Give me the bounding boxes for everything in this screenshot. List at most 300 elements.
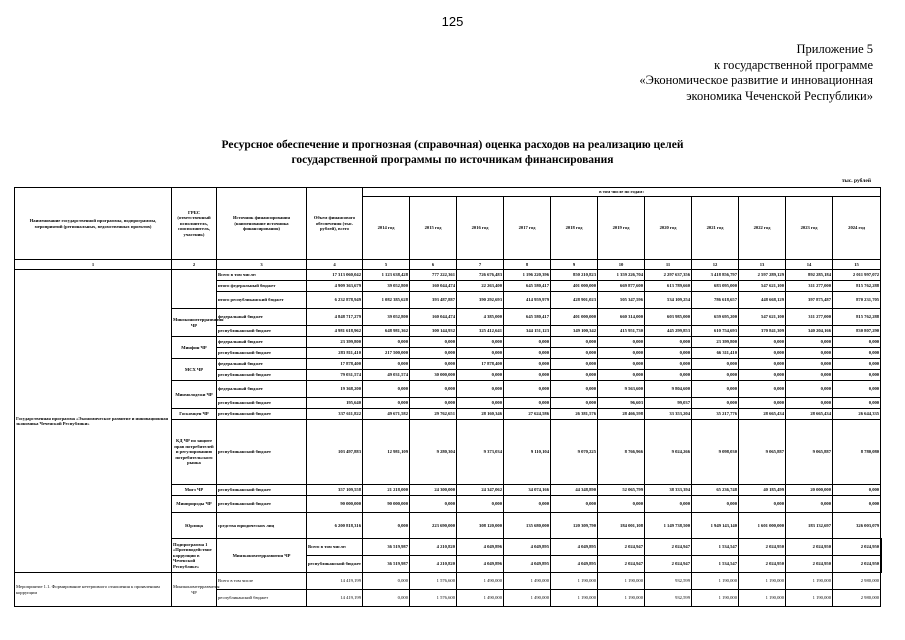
year-amount-cell: 1 190,000 bbox=[692, 573, 739, 590]
year-amount-cell: 22 263,400 bbox=[457, 281, 504, 292]
year-amount-cell: 1 190,000 bbox=[598, 590, 645, 607]
year-amount-cell: 0,000 bbox=[363, 337, 410, 348]
year-amount-cell: 2 024,947 bbox=[645, 539, 692, 556]
year-amount-cell: 1 601 000,000 bbox=[739, 513, 786, 539]
year-amount-cell: 30 000,000 bbox=[410, 370, 457, 381]
year-amount-cell: 39 052,800 bbox=[363, 281, 410, 292]
year-amount-cell: 4 049,895 bbox=[504, 556, 551, 573]
year-amount-cell: 9 804,600 bbox=[645, 381, 692, 398]
year-amount-cell: 390 292,693 bbox=[457, 292, 504, 309]
year-amount-cell: 325 412,641 bbox=[457, 326, 504, 337]
year-amount-cell: 21 218,000 bbox=[363, 485, 410, 496]
total-amount-cell: 14 419,199 bbox=[307, 573, 363, 590]
column-number: 8 bbox=[504, 260, 551, 270]
subprogram-name-cell: Подпрограмма 1 «Противодействие коррупции в Чеченской Республике» bbox=[172, 539, 217, 573]
column-number: 6 bbox=[410, 260, 457, 270]
funding-source-cell: федеральный бюджет bbox=[217, 337, 307, 348]
year-amount-cell: 26 381,576 bbox=[551, 409, 598, 420]
funding-source-cell: республиканский бюджет bbox=[217, 326, 307, 337]
year-amount-cell bbox=[881, 556, 882, 573]
year-amount-cell: 4 049,895 bbox=[551, 556, 598, 573]
year-amount-cell: 1 490,000 bbox=[457, 573, 504, 590]
year-amount-cell: 4 210,820 bbox=[410, 556, 457, 573]
year-amount-cell: 2 024,950 bbox=[739, 539, 786, 556]
year-amount-cell: 12 981,109 bbox=[363, 420, 410, 485]
total-amount-cell: 19 368,200 bbox=[307, 381, 363, 398]
total-amount-cell: 337 611,822 bbox=[307, 409, 363, 420]
year-amount-cell: 4 049,896 bbox=[457, 539, 504, 556]
year-amount-cell: 0,000 bbox=[833, 485, 881, 496]
year-amount-cell: 0,000 bbox=[410, 359, 457, 370]
resource-table bbox=[14, 187, 882, 607]
year-amount-cell: 0,000 bbox=[504, 370, 551, 381]
year-amount-cell: 786 618,657 bbox=[692, 292, 739, 309]
year-amount-cell: 0,000 bbox=[363, 398, 410, 409]
year-amount-cell: 1 576,600 bbox=[410, 590, 457, 607]
responsible-empty-cell bbox=[172, 270, 217, 309]
year-amount-cell: 135 680,000 bbox=[504, 513, 551, 539]
year-amount-cell: 0,000 bbox=[645, 348, 692, 359]
year-amount-cell: 0,000 bbox=[739, 496, 786, 513]
year-amount-cell: 4 049,895 bbox=[504, 539, 551, 556]
year-amount-cell: 815 762,288 bbox=[833, 281, 881, 292]
year-amount-cell: 344 151,123 bbox=[504, 326, 551, 337]
year-amount-cell: 9 373,034 bbox=[457, 420, 504, 485]
year-amount-cell: 0,000 bbox=[692, 496, 739, 513]
year-amount-cell: 1 576,600 bbox=[410, 573, 457, 590]
year-amount-cell: 0,000 bbox=[786, 398, 833, 409]
year-amount-cell: 2 024,950 bbox=[833, 539, 881, 556]
year-amount-cell: 160 044,474 bbox=[410, 281, 457, 292]
column-number: 5 bbox=[363, 260, 410, 270]
year-amount-cell: 184 001,108 bbox=[598, 513, 645, 539]
year-amount-cell: 669 877,600 bbox=[598, 281, 645, 292]
year-amount-cell: 2 024,947 bbox=[598, 539, 645, 556]
year-amount-cell: 0,000 bbox=[457, 381, 504, 398]
funding-source-cell: республиканский бюджет bbox=[217, 348, 307, 359]
year-amount-cell: 90 000,000 bbox=[363, 496, 410, 513]
responsible-minecon-sub: Минэкономтерразвития ЧР bbox=[217, 539, 307, 573]
header-year: 2014 год bbox=[363, 197, 410, 260]
year-amount-cell: 830 807,290 bbox=[833, 326, 881, 337]
year-amount-cell: 66 311,410 bbox=[692, 348, 739, 359]
year-amount-cell: 0,000 bbox=[410, 381, 457, 398]
year-amount-cell: 0,000 bbox=[457, 370, 504, 381]
year-amount-cell: 4 049,895 bbox=[551, 539, 598, 556]
year-amount-cell: 8 766,966 bbox=[598, 420, 645, 485]
year-amount-cell: 120 309,790 bbox=[551, 513, 598, 539]
year-amount-cell: 0,000 bbox=[786, 348, 833, 359]
year-amount-cell: 0,000 bbox=[457, 496, 504, 513]
year-amount-cell: 1 123 638,428 bbox=[363, 270, 410, 281]
year-amount-cell: 1 190,000 bbox=[551, 573, 598, 590]
year-amount-cell: 613 789,660 bbox=[645, 281, 692, 292]
header-year: 2022 год bbox=[739, 197, 786, 260]
year-amount-cell: 0,000 bbox=[692, 359, 739, 370]
header-grbs: ГРБС (ответственный исполнитель, соисполнитель, участник) bbox=[172, 188, 217, 260]
total-amount-cell: 4 981 618,962 bbox=[307, 326, 363, 337]
year-amount-cell: 0,000 bbox=[739, 370, 786, 381]
total-amount-cell: 6 232 878,949 bbox=[307, 292, 363, 309]
funding-source-cell: республиканский бюджет bbox=[217, 590, 307, 607]
document-title bbox=[0, 138, 905, 168]
total-amount-cell: 103 497,883 bbox=[307, 420, 363, 485]
year-amount-cell: 0,000 bbox=[598, 370, 645, 381]
year-amount-cell: 0,000 bbox=[598, 359, 645, 370]
year-amount-cell: 0,000 bbox=[410, 496, 457, 513]
funding-source-cell: федеральный бюджет bbox=[217, 359, 307, 370]
program-name-cell: Государственная программа «Экономическое развитие и инновационная экономика Чеченской Республики» bbox=[15, 270, 172, 573]
total-amount-cell: 36 519,987 bbox=[363, 556, 410, 573]
appendix-note bbox=[639, 42, 873, 104]
year-amount-cell: 2 024,950 bbox=[786, 539, 833, 556]
year-amount-cell: 610 754,693 bbox=[692, 326, 739, 337]
year-amount-cell: 0,000 bbox=[833, 381, 881, 398]
year-amount-cell: 308 120,000 bbox=[457, 513, 504, 539]
header-total: Объем финансового обеспечения (тыс. рублей), всего bbox=[307, 188, 363, 260]
header-year: 2023 год bbox=[786, 197, 833, 260]
year-amount-cell: 0,000 bbox=[504, 398, 551, 409]
year-amount-cell: 0,000 bbox=[833, 359, 881, 370]
header-year: 2016 год bbox=[457, 197, 504, 260]
total-amount-cell: 4 909 363,679 bbox=[307, 281, 363, 292]
year-amount-cell: 9 065,887 bbox=[739, 420, 786, 485]
year-amount-cell: 932,599 bbox=[645, 573, 692, 590]
year-amount-cell: 20 000,000 bbox=[786, 485, 833, 496]
year-amount-cell: 2 024,950 bbox=[786, 556, 833, 573]
responsible-kd: КД ЧР по защите прав потребителей и регулированию потребительского рынка bbox=[172, 420, 217, 485]
year-amount-cell: 0,000 bbox=[786, 359, 833, 370]
year-amount-cell: 0,000 bbox=[598, 348, 645, 359]
year-amount-cell: 683 095,000 bbox=[692, 281, 739, 292]
column-number: 12 bbox=[692, 260, 739, 270]
year-amount-cell: 0,000 bbox=[551, 381, 598, 398]
year-amount-cell: 0,000 bbox=[457, 348, 504, 359]
year-amount-cell: 0,000 bbox=[551, 398, 598, 409]
year-amount-cell: 0,000 bbox=[786, 496, 833, 513]
column-number: 2 bbox=[172, 260, 217, 270]
column-number: 11 bbox=[645, 260, 692, 270]
year-amount-cell: 0,000 bbox=[410, 348, 457, 359]
responsible-msh: МСХ ЧР bbox=[172, 359, 217, 381]
year-amount-cell: 777 222,361 bbox=[410, 270, 457, 281]
year-amount-cell: 0,000 bbox=[739, 337, 786, 348]
total-amount-cell: 36 519,987 bbox=[363, 539, 410, 556]
year-amount-cell: 850 210,823 bbox=[551, 270, 598, 281]
year-amount-cell: 534 109,254 bbox=[645, 292, 692, 309]
year-amount-cell: 1 490,000 bbox=[457, 590, 504, 607]
header-year: 2020 год bbox=[645, 197, 692, 260]
year-amount-cell: 1 190,000 bbox=[739, 590, 786, 607]
year-amount-cell: 0,000 bbox=[504, 359, 551, 370]
year-amount-cell: 0,000 bbox=[504, 496, 551, 513]
year-amount-cell: 183 132,697 bbox=[786, 513, 833, 539]
funding-source-cell: Всего в том числе: bbox=[217, 270, 307, 281]
year-amount-cell: 401 000,000 bbox=[551, 309, 598, 326]
total-amount-cell: 357 109,558 bbox=[307, 485, 363, 496]
header-name: Наименование государственной программы, подпрограммы, мероприятий (региональных, ведомственных проектов) bbox=[15, 188, 172, 260]
year-amount-cell: 35 217,776 bbox=[692, 409, 739, 420]
year-amount-cell: 2 024,947 bbox=[645, 556, 692, 573]
year-amount-cell: 1 359 226,704 bbox=[598, 270, 645, 281]
year-amount-cell: 0,000 bbox=[504, 348, 551, 359]
year-amount-cell: 38 333,394 bbox=[645, 485, 692, 496]
year-amount-cell: 726 676,483 bbox=[457, 270, 504, 281]
year-amount-cell: 40 185,499 bbox=[739, 485, 786, 496]
year-amount-cell: 0,000 bbox=[551, 359, 598, 370]
year-amount-cell: 24 347,062 bbox=[457, 485, 504, 496]
year-amount-cell: 815 762,288 bbox=[833, 309, 881, 326]
year-amount-cell: 870 231,705 bbox=[833, 292, 881, 309]
year-amount-cell: 160 044,474 bbox=[410, 309, 457, 326]
total-amount-cell: 90 000,000 bbox=[307, 496, 363, 513]
total-amount-cell: 195,640 bbox=[307, 398, 363, 409]
year-amount-cell: 217 500,000 bbox=[363, 348, 410, 359]
year-amount-cell: 0,000 bbox=[786, 337, 833, 348]
year-amount-cell: 0,000 bbox=[598, 337, 645, 348]
year-amount-cell: 24 300,000 bbox=[410, 485, 457, 496]
year-amount-cell: 28 665,434 bbox=[739, 409, 786, 420]
header-source: Источник финансирования (наименование источника финансирования) bbox=[217, 188, 307, 260]
funding-source-cell: федеральный бюджет bbox=[217, 381, 307, 398]
funding-source-cell: республиканский бюджет bbox=[217, 409, 307, 420]
year-amount-cell: 0,000 bbox=[645, 370, 692, 381]
year-amount-cell: 0,000 bbox=[833, 496, 881, 513]
funding-source-cell: республиканский бюджет bbox=[217, 496, 307, 513]
year-amount-cell: 340 204,166 bbox=[786, 326, 833, 337]
year-amount-cell: 0,000 bbox=[410, 337, 457, 348]
appendix-line-3: «Экономическое развитие и инновационная bbox=[639, 73, 873, 87]
measure-name-cell: Мероприятие 1.1. Формирование нетерпимого отношения к проявлениям коррупции bbox=[15, 573, 172, 607]
year-amount-cell: 17 878,400 bbox=[457, 359, 504, 370]
year-amount-cell: 2 980,000 bbox=[833, 573, 881, 590]
units-label: тыс. рублей bbox=[841, 178, 871, 184]
year-amount-cell: 2 024,947 bbox=[598, 556, 645, 573]
year-amount-cell: 223 690,000 bbox=[410, 513, 457, 539]
year-amount-cell: 0,000 bbox=[457, 337, 504, 348]
appendix-line-2: к государственной программе bbox=[714, 57, 873, 72]
year-amount-cell: 28 665,434 bbox=[786, 409, 833, 420]
year-amount-cell: 300 144,932 bbox=[410, 326, 457, 337]
year-amount-cell: 415 951,730 bbox=[598, 326, 645, 337]
column-number: 9 bbox=[551, 260, 598, 270]
year-amount-cell: 397 875,487 bbox=[786, 292, 833, 309]
year-amount-cell: 393 487,887 bbox=[410, 292, 457, 309]
year-amount-cell: 0,000 bbox=[363, 359, 410, 370]
year-amount-cell: 29 762,651 bbox=[410, 409, 457, 420]
year-amount-cell: 1 490,000 bbox=[504, 590, 551, 607]
year-amount-cell: 0,000 bbox=[739, 348, 786, 359]
year-amount-cell: 0,000 bbox=[551, 337, 598, 348]
year-amount-cell: 0,000 bbox=[833, 337, 881, 348]
year-amount-cell: 4 210,820 bbox=[410, 539, 457, 556]
page-number: 125 bbox=[441, 14, 464, 29]
year-amount-cell: 0,000 bbox=[363, 381, 410, 398]
year-amount-cell: 9 098,030 bbox=[692, 420, 739, 485]
year-amount-cell: 603 985,000 bbox=[645, 309, 692, 326]
column-number: 4 bbox=[307, 260, 363, 270]
header-including-by-years: в том числе по годам: bbox=[363, 188, 881, 197]
year-amount-cell: 645 580,417 bbox=[504, 309, 551, 326]
year-amount-cell: 33 353,204 bbox=[645, 409, 692, 420]
responsible-minprirody: Минприроды ЧР bbox=[172, 496, 217, 513]
year-amount-cell: 660 314,000 bbox=[598, 309, 645, 326]
funding-source-cell: республиканский бюджет bbox=[307, 556, 363, 573]
year-amount-cell: 2 297 637,356 bbox=[645, 270, 692, 281]
column-number: 7 bbox=[457, 260, 504, 270]
title-line-1: Ресурсное обеспечение и прогнозная (справочная) оценка расходов на реализацию целей bbox=[221, 139, 684, 151]
year-amount-cell: 2 597 289,129 bbox=[739, 270, 786, 281]
year-amount-cell: 99,037 bbox=[645, 398, 692, 409]
responsible-migo: Мигэ ЧР bbox=[172, 485, 217, 496]
year-amount-cell: 505 347,596 bbox=[598, 292, 645, 309]
year-amount-cell: 1 190,000 bbox=[739, 573, 786, 590]
year-amount-cell: 0,000 bbox=[739, 398, 786, 409]
year-amount-cell: 0,000 bbox=[645, 359, 692, 370]
year-amount-cell: 0,000 bbox=[363, 513, 410, 539]
year-amount-cell: 401 000,000 bbox=[551, 281, 598, 292]
year-amount-cell: 0,000 bbox=[551, 348, 598, 359]
year-amount-cell: 27 624,586 bbox=[504, 409, 551, 420]
funding-source-cell: республиканский бюджет bbox=[217, 398, 307, 409]
funding-source-cell: итого республиканский бюджет bbox=[217, 292, 307, 309]
year-amount-cell: 659 695,200 bbox=[692, 309, 739, 326]
year-amount-cell: 1 190,000 bbox=[786, 590, 833, 607]
year-amount-cell: 326 003,079 bbox=[833, 513, 881, 539]
year-amount-cell: 0,000 bbox=[739, 381, 786, 398]
responsible-minecon-measure: Минэкономтерразвития ЧР bbox=[172, 573, 217, 607]
year-amount-cell: 1 149 738,500 bbox=[645, 513, 692, 539]
year-amount-cell: 0,000 bbox=[645, 496, 692, 513]
total-amount-cell: 79 031,574 bbox=[307, 370, 363, 381]
year-amount-cell: 1 490,000 bbox=[504, 573, 551, 590]
year-amount-cell: 1 534,547 bbox=[692, 539, 739, 556]
year-amount-cell: 0,000 bbox=[833, 370, 881, 381]
responsible-minfin: Минфин ЧР bbox=[172, 337, 217, 359]
year-amount-cell: 39 052,800 bbox=[363, 309, 410, 326]
funding-source-cell: Всего в том числе bbox=[217, 573, 307, 590]
column-number: 15 bbox=[833, 260, 881, 270]
year-amount-cell: 28 466,598 bbox=[598, 409, 645, 420]
year-amount-cell: 648 981,362 bbox=[363, 326, 410, 337]
funding-source-cell: республиканский бюджет bbox=[217, 420, 307, 485]
year-amount-cell: 4 385,000 bbox=[457, 309, 504, 326]
column-number: 13 bbox=[739, 260, 786, 270]
year-amount-cell: 2 024,950 bbox=[739, 556, 786, 573]
year-amount-cell: 0,000 bbox=[504, 381, 551, 398]
year-amount-cell: 349 100,342 bbox=[551, 326, 598, 337]
responsible-goskomcen: Госкомцен ЧР bbox=[172, 409, 217, 420]
year-amount-cell: 0,000 bbox=[504, 337, 551, 348]
total-amount-cell: 6 200 818,316 bbox=[307, 513, 363, 539]
appendix-line-4: экономика Чеченской Республики» bbox=[686, 88, 873, 103]
year-amount-cell: 0,000 bbox=[457, 398, 504, 409]
year-amount-cell: 9 065,887 bbox=[786, 420, 833, 485]
year-amount-cell: 0,000 bbox=[363, 573, 410, 590]
year-amount-cell: 547 621,100 bbox=[739, 281, 786, 292]
year-amount-cell: 1 190,000 bbox=[551, 590, 598, 607]
year-amount-cell: 2 024,950 bbox=[833, 556, 881, 573]
year-amount-cell: 645 580,417 bbox=[504, 281, 551, 292]
year-amount-cell: 0,000 bbox=[363, 590, 410, 607]
year-amount-cell: 0,000 bbox=[598, 496, 645, 513]
column-number: 1 bbox=[15, 260, 172, 270]
year-amount-cell: 1 196 220,396 bbox=[504, 270, 551, 281]
year-amount-cell: 26 644,335 bbox=[833, 409, 881, 420]
total-amount-cell: 23 399,800 bbox=[307, 337, 363, 348]
total-amount-cell: 17 878,400 bbox=[307, 359, 363, 370]
year-amount-cell: 8 780,080 bbox=[833, 420, 881, 485]
year-amount-cell: 49 031,574 bbox=[363, 370, 410, 381]
year-amount-cell: 1 082 385,628 bbox=[363, 292, 410, 309]
column-number: 14 bbox=[786, 260, 833, 270]
year-amount-cell: 96,603 bbox=[598, 398, 645, 409]
year-amount-cell: 428 901,023 bbox=[551, 292, 598, 309]
year-amount-cell: 0,000 bbox=[410, 398, 457, 409]
total-amount-cell: 14 419,199 bbox=[307, 590, 363, 607]
year-amount-cell: 932,599 bbox=[645, 590, 692, 607]
year-amount-cell: 9 280,304 bbox=[410, 420, 457, 485]
year-amount-cell: 44 348,890 bbox=[551, 485, 598, 496]
year-amount-cell: 9 070,225 bbox=[551, 420, 598, 485]
total-amount-cell: 283 811,410 bbox=[307, 348, 363, 359]
year-amount-cell: 0,000 bbox=[692, 398, 739, 409]
header-year: 2015 год bbox=[410, 197, 457, 260]
year-amount-cell: 0,000 bbox=[551, 370, 598, 381]
year-amount-cell: 9 110,104 bbox=[504, 420, 551, 485]
column-number: 3 bbox=[217, 260, 307, 270]
header-year: 2021 год bbox=[692, 197, 739, 260]
year-amount-cell: 0,000 bbox=[551, 496, 598, 513]
year-amount-cell: 1 190,000 bbox=[598, 573, 645, 590]
year-amount-cell: 0,000 bbox=[692, 370, 739, 381]
year-amount-cell: 9 563,600 bbox=[598, 381, 645, 398]
year-amount-cell: 0,000 bbox=[692, 381, 739, 398]
total-amount-cell: 4 848 717,279 bbox=[307, 309, 363, 326]
year-amount-cell: 52 065,799 bbox=[598, 485, 645, 496]
header-year: 2017 год bbox=[504, 197, 551, 260]
year-amount-cell: 892 285,184 bbox=[786, 270, 833, 281]
funding-source-cell: республиканский бюджет bbox=[217, 485, 307, 496]
year-amount-cell: 0,000 bbox=[833, 348, 881, 359]
funding-source-cell: республиканский бюджет bbox=[217, 370, 307, 381]
responsible-minecon: Минэкономтерразвития ЧР bbox=[172, 309, 217, 337]
funding-source-cell: итого федеральный бюджет bbox=[217, 281, 307, 292]
year-amount-cell: 0,000 bbox=[833, 398, 881, 409]
year-amount-cell: 2 980,000 bbox=[833, 590, 881, 607]
header-year: 2019 год bbox=[598, 197, 645, 260]
funding-source-cell: средства юридических лиц bbox=[217, 513, 307, 539]
header-year: 2018 год bbox=[551, 197, 598, 260]
funding-source-cell: федеральный бюджет bbox=[217, 309, 307, 326]
year-amount-cell: 23 399,800 bbox=[692, 337, 739, 348]
total-amount-cell: 17 313 060,042 bbox=[307, 270, 363, 281]
year-amount-cell: 414 959,979 bbox=[504, 292, 551, 309]
year-amount-cell bbox=[881, 539, 882, 556]
year-amount-cell: 49 671,582 bbox=[363, 409, 410, 420]
year-amount-cell: 445 299,853 bbox=[645, 326, 692, 337]
year-amount-cell: 370 841,309 bbox=[739, 326, 786, 337]
year-amount-cell: 1 949 143,140 bbox=[692, 513, 739, 539]
year-amount-cell: 3 418 856,797 bbox=[692, 270, 739, 281]
year-amount-cell: 9 024,266 bbox=[645, 420, 692, 485]
appendix-line-1: Приложение 5 bbox=[796, 42, 873, 56]
year-amount-cell: 4 049,896 bbox=[457, 556, 504, 573]
year-amount-cell: 448 668,129 bbox=[739, 292, 786, 309]
year-amount-cell: 0,000 bbox=[786, 370, 833, 381]
year-amount-cell: 1 190,000 bbox=[692, 590, 739, 607]
year-amount-cell: 1 534,547 bbox=[692, 556, 739, 573]
